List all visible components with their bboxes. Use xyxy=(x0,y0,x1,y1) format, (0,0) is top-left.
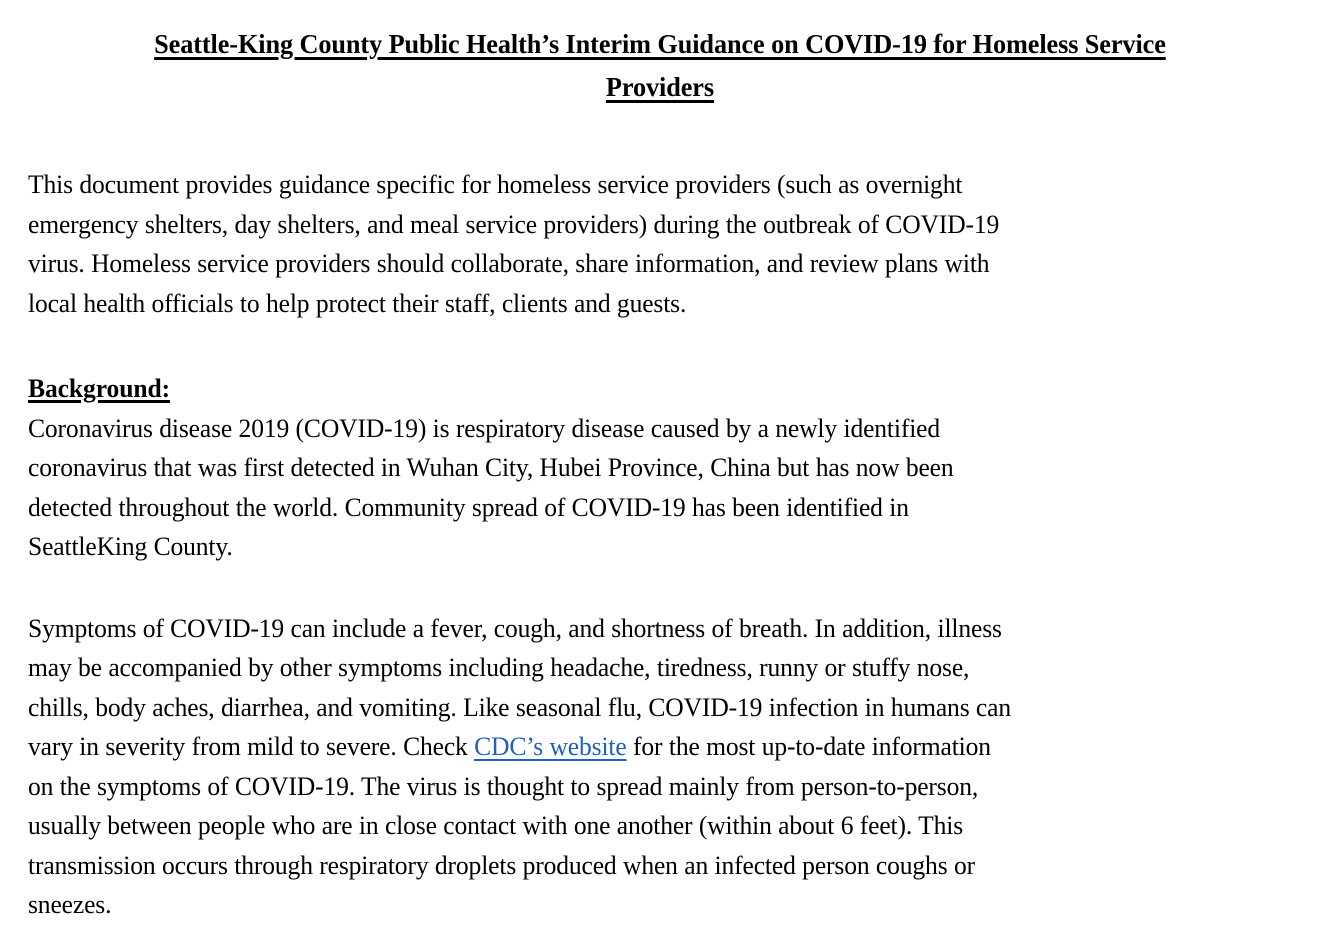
page-title xyxy=(56,22,1261,108)
symptoms-paragraph xyxy=(28,609,1292,925)
symptoms-line-7: transmission occurs through respiratory droplets produced when an infected person coughs or xyxy=(28,849,975,880)
symptoms-line-2: may be accompanied by other symptoms including headache, tiredness, runny or stuffy nose, xyxy=(28,652,970,682)
intro-line-4: local health officials to help protect their staff, clients and guests. xyxy=(28,287,687,318)
background-paragraph xyxy=(28,409,1292,567)
intro-line-3: virus. Homeless service providers should collaborate, share information, and review plans with xyxy=(28,248,990,278)
background-line-3: detected throughout the world. Community spread of COVID-19 has been identified in xyxy=(28,491,909,522)
cdc-website-link[interactable]: CDC’s website xyxy=(474,731,627,761)
symptoms-line-3: chills, body aches, diarrhea, and vomiting. Like seasonal flu, COVID-19 infection in humans can xyxy=(28,691,1012,722)
intro-line-2: emergency shelters, day shelters, and meal service providers) during the outbreak of COVID-19 xyxy=(28,208,1000,239)
intro-paragraph xyxy=(28,165,1292,323)
page-title-line-2: Providers xyxy=(605,71,714,102)
symptoms-line-4-suffix: for the most up-to-date information xyxy=(626,731,991,761)
intro-background-spacer xyxy=(28,323,1290,369)
intro-line-1: This document provides guidance specific for homeless service providers (such as overnight xyxy=(28,169,963,199)
page-title-line-1: Seattle-King County Public Health’s Interim Guidance on COVID-19 for Homeless Service xyxy=(154,28,1166,59)
title-body-spacer xyxy=(28,108,1290,165)
symptoms-line-8: sneezes. xyxy=(28,889,112,919)
section-heading-background-label: Background: xyxy=(28,373,171,403)
background-line-1: Coronavirus disease 2019 (COVID-19) is respiratory disease caused by a newly identified xyxy=(28,412,941,443)
background-symptoms-spacer xyxy=(28,567,1290,609)
symptoms-line-4-prefix: vary in severity from mild to severe. Check xyxy=(28,731,475,761)
symptoms-line-5: on the symptoms of COVID-19. The virus is thought to spread mainly from person-to-person, xyxy=(28,770,979,801)
symptoms-line-6: usually between people who are in close contact with one another (within about 6 feet). This xyxy=(28,810,964,840)
section-heading-background xyxy=(28,369,1246,409)
symptoms-line-1: Symptoms of COVID-19 can include a fever, cough, and shortness of breath. In addition, illness xyxy=(28,612,1002,643)
background-line-2: coronavirus that was first detected in Wuhan City, Hubei Province, China but has now been xyxy=(28,452,954,482)
background-line-4: SeattleKing County. xyxy=(28,531,233,561)
symptoms-line-4 xyxy=(28,727,1292,767)
